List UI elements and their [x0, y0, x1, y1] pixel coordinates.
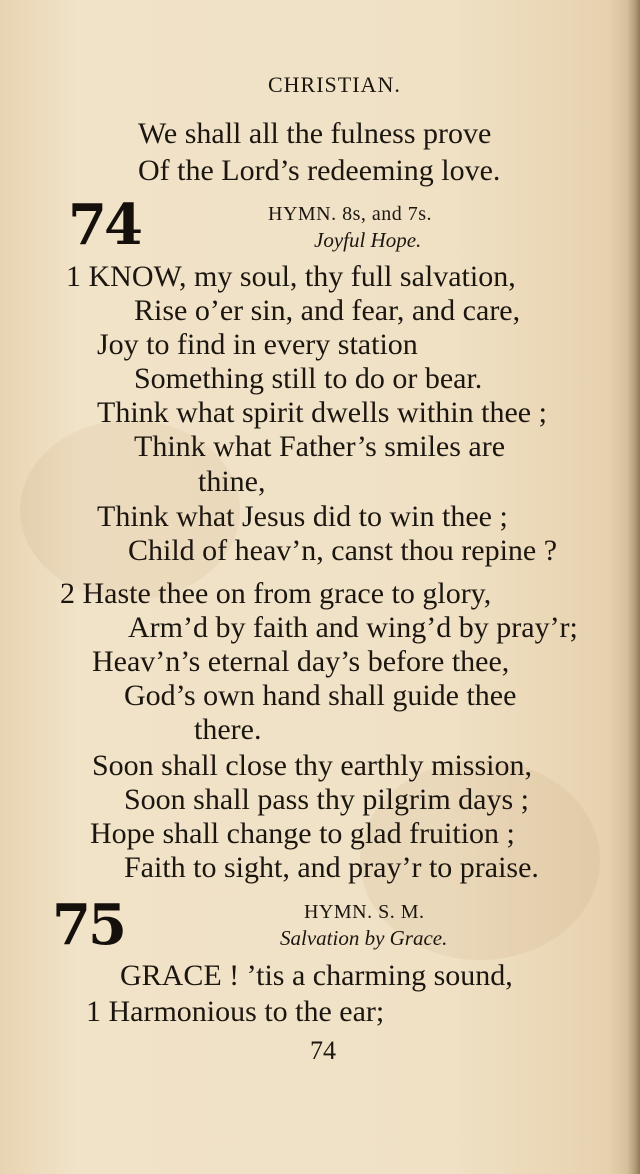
hymn-meter: HYMN. S. M. [304, 901, 425, 923]
verse-line: there. [194, 713, 262, 746]
verse-line: Rise o’er sin, and fear, and care, [134, 294, 521, 327]
verse-line: thine, [198, 465, 266, 498]
verse-line: GRACE ! ’tis a charming sound, [120, 959, 513, 992]
hymn-number-75: 75 [52, 892, 124, 958]
verse-line: 1 Harmonious to the ear; [86, 995, 385, 1028]
verse-line: Think what Father’s smiles are [134, 430, 506, 463]
verse-line: Soon shall pass thy pilgrim days ; [124, 783, 529, 816]
page-edge [626, 0, 640, 1174]
hymn-number-74: 74 [68, 192, 140, 258]
verse-line: 1 KNOW, my soul, thy full salvation, [66, 260, 516, 293]
verse-line: God’s own hand shall guide thee [124, 679, 517, 712]
running-title: CHRISTIAN. [268, 72, 401, 97]
verse-line: Think what Jesus did to win thee ; [97, 500, 508, 533]
verse-line: Think what spirit dwells within thee ; [97, 396, 547, 429]
hymn-tune-name: Joyful Hope. [314, 228, 422, 252]
verse-line: Something still to do or bear. [134, 362, 483, 395]
hymn-meter: HYMN. 8s, and 7s. [268, 203, 433, 225]
verse-line: Soon shall close thy earthly mission, [92, 749, 532, 782]
verse-line: Joy to find in every station [97, 328, 418, 361]
verse-line: We shall all the fulness prove [138, 117, 492, 150]
verse-line: Child of heav’n, canst thou repine ? [128, 534, 558, 567]
verse-line: 2 Haste thee on from grace to glory, [60, 577, 492, 610]
verse-line: Of the Lord’s redeeming love. [138, 154, 501, 187]
verse-line: Arm’d by faith and wing’d by pray’r; [128, 611, 578, 644]
verse-line: Hope shall change to glad fruition ; [90, 817, 515, 850]
page-number: 74 [310, 1036, 336, 1065]
hymn-tune-name: Salvation by Grace. [280, 926, 448, 950]
verse-line: Faith to sight, and pray’r to praise. [124, 851, 539, 884]
verse-line: Heav’n’s eternal day’s before thee, [92, 645, 510, 678]
